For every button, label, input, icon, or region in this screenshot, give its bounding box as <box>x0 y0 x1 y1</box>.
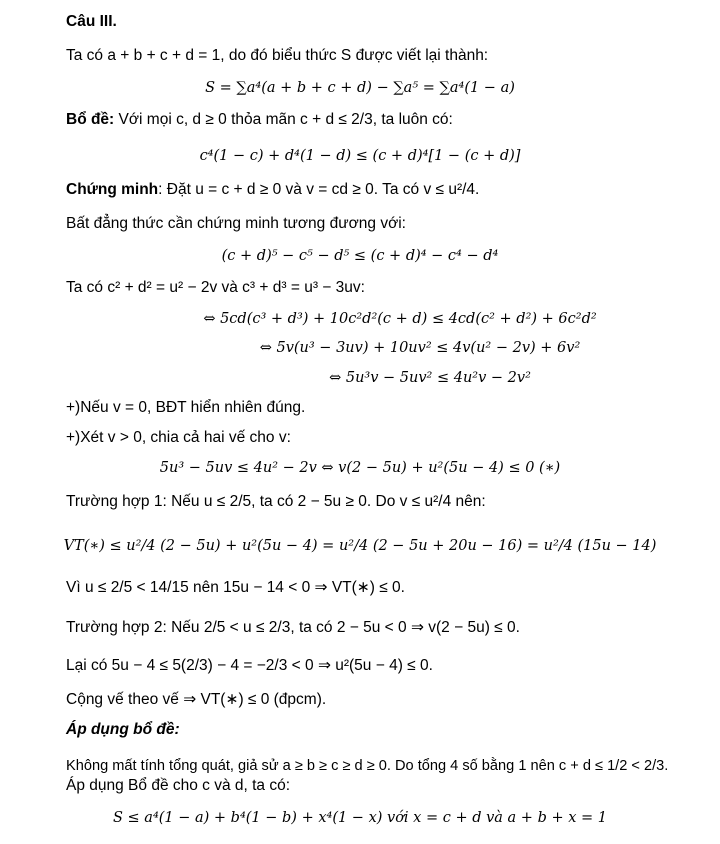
proof-text: : Đặt u = c + d ≥ 0 và v = cd ≥ 0. Ta có v ≤ u²/4. <box>158 181 480 198</box>
case-2: Trường hợp 2: Nếu 2/5 < u ≤ 2/3, ta có 2 − 5u < 0 ⇒ v(2 − 5u) ≤ 0. <box>66 619 520 636</box>
formula-lemma: c⁴(1 − c) + d⁴(1 − d) ≤ (c + d)⁴[1 − (c + d)] <box>199 148 521 164</box>
formula-step-3: ⇔ 5u³v − 5uv² ≤ 4u²v − 2v² <box>329 370 531 386</box>
formula-star: 5u³ − 5uv ≤ 4u² − 2v ⇔ v(2 − 5u) + u²(5u − 4) ≤ 0 (∗) <box>159 460 561 476</box>
case-v-zero: +)Nếu v = 0, BĐT hiển nhiên đúng. <box>66 399 306 416</box>
lemma-label: Bổ đề: <box>66 111 115 128</box>
heading: Câu III. <box>66 13 117 30</box>
line-also: Lại có 5u − 4 ≤ 5(2/3) − 4 = −2/3 < 0 ⇒ u²(5u − 4) ≤ 0. <box>66 657 433 674</box>
formula-case-1: VT(∗) ≤ u²/4 (2 − 5u) + u²(5u − 4) = u²/4 (2 − 5u + 20u − 16) = u²/4 (15u − 14) <box>63 538 657 554</box>
apply-heading: Áp dụng bổ đề: <box>66 721 180 738</box>
line-wlog: Không mất tính tổng quát, giả sử a ≥ b ≥ c ≥ d ≥ 0. Do tổng 4 số bằng 1 nên c + d ≤ 1/2 < 2/3. <box>66 758 669 774</box>
proof-label: Chứng minh <box>66 181 159 198</box>
proof-start <box>66 180 479 200</box>
line-equivalent: Bất đẳng thức cần chứng minh tương đương với: <box>66 215 406 232</box>
line-apply: Áp dụng Bổ đề cho c và d, ta có: <box>66 777 291 794</box>
case-v-positive: +)Xét v > 0, chia cả hai vế cho v: <box>66 429 291 446</box>
formula-final: S ≤ a⁴(1 − a) + b⁴(1 − b) + x⁴(1 − x) với x = c + d và a + b + x = 1 <box>113 810 607 826</box>
line-conclusion: Cộng vế theo vế ⇒ VT(∗) ≤ 0 (đpcm). <box>66 691 327 708</box>
line-identities: Ta có c² + d² = u² − 2v và c³ + d³ = u³ − 3uv: <box>66 279 365 296</box>
formula-s-rewrite: S = ∑a⁴(a + b + c + d) − ∑a⁵ = ∑a⁴(1 − a) <box>205 80 515 96</box>
lemma-statement <box>66 110 453 130</box>
formula-equivalent: (c + d)⁵ − c⁵ − d⁵ ≤ (c + d)⁴ − c⁴ − d⁴ <box>221 248 499 264</box>
formula-step-2: ⇔ 5v(u³ − 3uv) + 10uv² ≤ 4v(u² − 2v) + 6v² <box>259 340 581 356</box>
formula-step-1: ⇔ 5cd(c³ + d³) + 10c²d²(c + d) ≤ 4cd(c² + d²) + 6c²d² <box>203 311 597 327</box>
line-since: Vì u ≤ 2/5 < 14/15 nên 15u − 14 < 0 ⇒ VT(∗) ≤ 0. <box>66 579 405 596</box>
lemma-text: Với mọi c, d ≥ 0 thỏa mãn c + d ≤ 2/3, ta luôn có: <box>118 111 453 128</box>
line-intro: Ta có a + b + c + d = 1, do đó biểu thức S được viết lại thành: <box>66 47 489 64</box>
case-1: Trường hợp 1: Nếu u ≤ 2/5, ta có 2 − 5u ≥ 0. Do v ≤ u²/4 nên: <box>66 493 486 510</box>
